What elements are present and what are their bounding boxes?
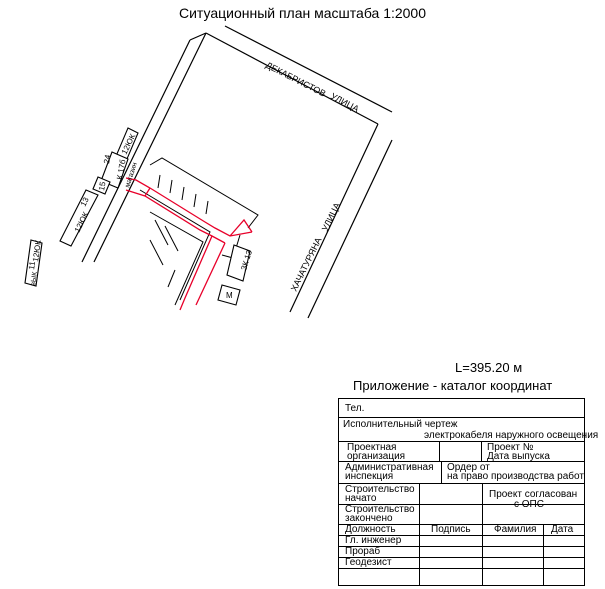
building-24-label: 24 (102, 154, 113, 165)
building-13-label: 13 (78, 195, 91, 208)
admin-label-1: Административная (345, 462, 434, 473)
exec-drawing-label: Исполнительный чертеж (343, 419, 458, 430)
building-12k-top-label: 12ЮК (119, 132, 138, 156)
design-org-label-1: Проектная (347, 442, 397, 453)
tel-label: Тел. (345, 403, 365, 414)
building-3k13-label: ЗК 13 (239, 249, 254, 272)
col-date-header: Дата (551, 524, 574, 535)
agreed-label-1: Проект согласован (489, 489, 578, 500)
admin-label-2: инспекция (345, 471, 394, 482)
release-date-label: Дата выпуска (487, 451, 550, 462)
building-11-label: 11 (27, 260, 38, 271)
building-k17b-label: К 17б (115, 158, 128, 181)
col-surname-header: Фамилия (494, 524, 537, 535)
plan-title: Ситуационный план масштаба 1:2000 (178, 5, 427, 21)
design-org-label-2: организация (347, 451, 406, 462)
start-label-1: Строительство (345, 484, 415, 495)
cable-desc-label: электрокабеля наружного освещения (424, 430, 599, 441)
col-position-header: Должность (345, 524, 396, 535)
street-khachaturyana (290, 124, 392, 318)
street-khachaturyana-label: ХАЧАТУРЯНА (288, 235, 324, 293)
end-label-2: закончено (345, 513, 393, 524)
appendix-title: Приложение - каталог координат (353, 378, 553, 393)
title-block (338, 398, 599, 586)
col-signature-header: Подпись (431, 524, 471, 535)
building-14-label: вЫК (30, 271, 39, 287)
project-no-label: Проект № (487, 442, 534, 453)
buildings (25, 128, 250, 305)
building-m-label: М (226, 291, 233, 300)
start-label-2: начато (345, 493, 377, 504)
street-dekabristov-suffix: УЛИЦА (329, 90, 361, 115)
order-label-1: Ордер от (447, 462, 490, 473)
internal-drives (140, 158, 258, 305)
building-magazin-label: магазин (124, 161, 139, 189)
building-12k-mid-label: 12ЮК (72, 210, 91, 234)
street-khachaturyana-suffix: УЛИЦА (319, 201, 343, 233)
street-left (82, 33, 206, 262)
order-label-2: на право производства работ (447, 471, 584, 482)
building-12k-bot-label: 12ЮК (31, 239, 43, 263)
row-foreman: Прораб (345, 546, 381, 557)
end-label-1: Строительство (345, 504, 415, 515)
row-surveyor: Геодезист (345, 557, 392, 568)
street-dekabristov-label: ДЕКАБРИСТОВ (264, 59, 328, 99)
building-15-label: 15 (97, 181, 108, 192)
row-chief-engineer: Гл. инженер (345, 535, 402, 546)
agreed-label-2: с ОПС (514, 499, 544, 510)
cable-length: L=395.20 м (455, 360, 523, 375)
